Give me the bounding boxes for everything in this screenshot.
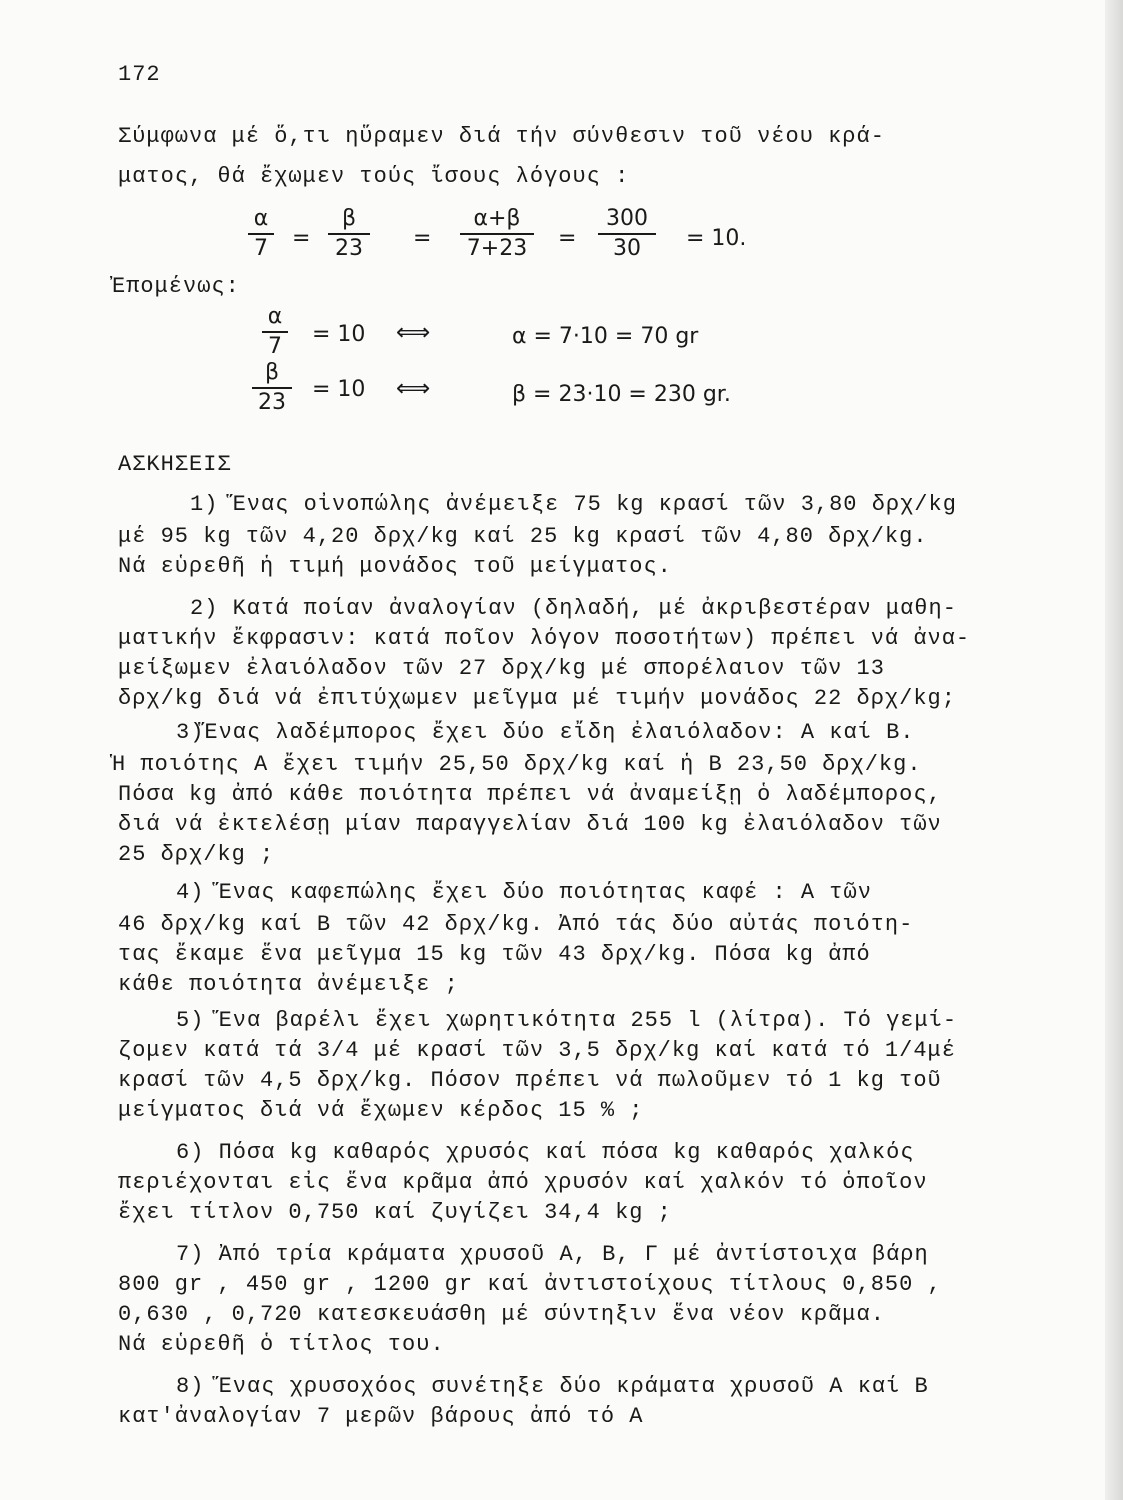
exercise-line: τας ἔκαμε ἕνα μεῖγμα 15 kg τῶν 43 δρχ/kg. Πόσα kg ἀπό xyxy=(118,942,871,967)
result-value: β = 23·10 = 230 gr. xyxy=(512,382,731,407)
fraction-sum xyxy=(460,206,534,262)
exercise-line: 8) Ἕνας χρυσοχόος συνέτηξε δύο κράματα χρυσοῦ Α καί Β xyxy=(176,1374,929,1399)
equals-sign: = xyxy=(292,226,311,251)
fraction-numerator: α xyxy=(253,206,269,231)
equivalence-arrow-icon: ⟺ xyxy=(396,374,431,402)
exercise-line: 46 δρχ/kg καί Β τῶν 42 δρχ/kg. Ἀπό τάς δύο αὐτάς ποιότη- xyxy=(118,912,914,937)
exercise-line: 2) Κατά ποίαν ἀναλογίαν (δηλαδή, μέ ἀκριβεστέραν μαθη- xyxy=(190,596,957,621)
result-value: α = 7·10 = 70 gr xyxy=(512,324,699,349)
equals-sign: = xyxy=(413,226,432,251)
exercise-line: διά νά ἐκτελέσῃ μίαν παραγγελίαν διά 100 kg ἐλαιόλαδον τῶν xyxy=(118,812,942,837)
equals-ten: = 10 xyxy=(312,322,366,347)
page-number: 172 xyxy=(118,62,161,87)
exercise-line: 0,630 , 0,720 κατεσκευάσθη μέ σύντηξιν ἕνα νέον κρᾶμα. xyxy=(118,1302,885,1327)
exercise-line: περιέχονται εἰς ἕνα κρᾶμα ἀπό χρυσόν καί χαλκόν τό ὁποῖον xyxy=(118,1170,928,1195)
fraction-numerator: α+β xyxy=(473,206,521,231)
exercise-line: ματικήν ἔκφρασιν: κατά ποῖον λόγον ποσοτήτων) πρέπει νά ἀνα- xyxy=(118,626,971,651)
exercise-line: μείξωμεν ἐλαιόλαδον τῶν 27 δρχ/kg μέ σπορέλαιον τῶν 13 xyxy=(118,656,885,681)
exercise-line: 4) Ἕνας καφεπώλης ἔχει δύο ποιότητας καφέ : Α τῶν xyxy=(176,880,872,905)
fraction-denominator: 23 xyxy=(258,390,286,415)
exercise-line: 25 δρχ/kg ; xyxy=(118,842,275,867)
equals-ten: = 10 xyxy=(312,377,366,402)
exercise-line: μείγματος διά νά ἔχωμεν κέρδος 15 % ; xyxy=(118,1098,644,1123)
exercise-line: κατ'ἀναλογίαν 7 μερῶν βάρους ἀπό τό Α xyxy=(118,1404,644,1429)
fraction-denominator: 23 xyxy=(335,236,363,261)
intro-line-2: ματος, θά ἔχωμεν τούς ἴσους λόγους : xyxy=(118,164,630,189)
exercise-line: Νά εὑρεθῆ ἡ τιμή μονάδος τοῦ μείγματος. xyxy=(118,554,672,579)
fraction-numerator: β xyxy=(341,206,357,231)
exercise-line: κάθε ποιότητα ἀνέμειξε ; xyxy=(118,972,459,997)
exercise-line: 1) Ἕνας οἰνοπώλης ἀνέμειξε 75 kg κρασί τῶν 3,80 δρχ/kg xyxy=(190,492,957,517)
exercise-line: μέ 95 kg τῶν 4,20 δρχ/kg καί 25 kg κρασί τῶν 4,80 δρχ/kg. xyxy=(118,524,928,549)
equivalence-arrow-icon: ⟺ xyxy=(396,318,431,346)
fraction-denominator: 30 xyxy=(613,236,641,261)
exercises-heading: ΑΣΚΗΣΕΙΣ xyxy=(118,452,232,477)
fraction-denominator: 7+23 xyxy=(466,236,528,261)
exercise-line: 6) Πόσα kg καθαρός χρυσός καί πόσα kg καθαρός χαλκός xyxy=(176,1140,915,1165)
ratio-result: = 10. xyxy=(686,226,747,251)
exercise-line: ἔχει τίτλον 0,750 καί ζυγίζει 34,4 kg ; xyxy=(118,1200,672,1225)
intro-line-1: Σύμφωνα μέ ὅ,τι ηὕραμεν διά τήν σύνθεσιν τοῦ νέου κρά- xyxy=(118,124,885,149)
exercise-line: ζομεν κατά τά 3/4 μέ κρασί τῶν 3,5 δρχ/kg καί κατά τό 1/4μέ xyxy=(118,1038,956,1063)
exercise-line: Ἡ ποιότης Α ἔχει τιμήν 25,50 δρχ/kg καί ἡ Β 23,50 δρχ/kg. xyxy=(112,752,922,777)
exercise-line: 5) Ἕνα βαρέλι ἔχει χωρητικότητα 255 l (λίτρα). Τό γεμί- xyxy=(176,1008,958,1033)
fraction-numerator: 300 xyxy=(606,206,648,231)
exercise-line: 800 gr , 450 gr , 1200 gr καί ἀντιστοίχους τίτλους 0,850 , xyxy=(118,1272,942,1297)
exercise-line: δρχ/kg διά νά ἐπιτύχωμεν μεῖγμα μέ τιμήν μονάδος 22 δρχ/kg; xyxy=(118,686,956,711)
exercise-line: 7) Ἀπό τρία κράματα χρυσοῦ Α, Β, Γ μέ ἀντίστοιχα βάρη xyxy=(176,1242,929,1267)
fraction-denominator: 7 xyxy=(268,334,282,359)
exercise-line: 3)Ἕνας λαδέμπορος ἔχει δύο εἴδη ἐλαιόλαδον: Α καί Β. xyxy=(176,720,915,745)
therefore-label: Ἐπομένως: xyxy=(112,274,240,299)
exercise-line: Πόσα kg ἀπό κάθε ποιότητα πρέπει νά ἀναμείξῃ ὁ λαδέμπορος, xyxy=(118,782,942,807)
page-edge-shadow xyxy=(1105,0,1123,1500)
exercise-line: Νά εὑρεθῆ ὁ τίτλος του. xyxy=(118,1332,445,1357)
fraction-alpha-7 xyxy=(248,206,274,262)
exercise-line: κρασί τῶν 4,5 δρχ/kg. Πόσον πρέπει νά πωλοῦμεν τό 1 kg τοῦ xyxy=(118,1068,942,1093)
fraction-beta-23 xyxy=(252,360,292,416)
fraction-alpha-7 xyxy=(262,304,288,360)
fraction-300-30 xyxy=(598,206,656,262)
fraction-numerator: α xyxy=(267,304,283,329)
fraction-denominator: 7 xyxy=(254,236,268,261)
fraction-beta-23 xyxy=(328,206,370,262)
fraction-numerator: β xyxy=(264,360,280,385)
equals-sign: = xyxy=(558,226,577,251)
